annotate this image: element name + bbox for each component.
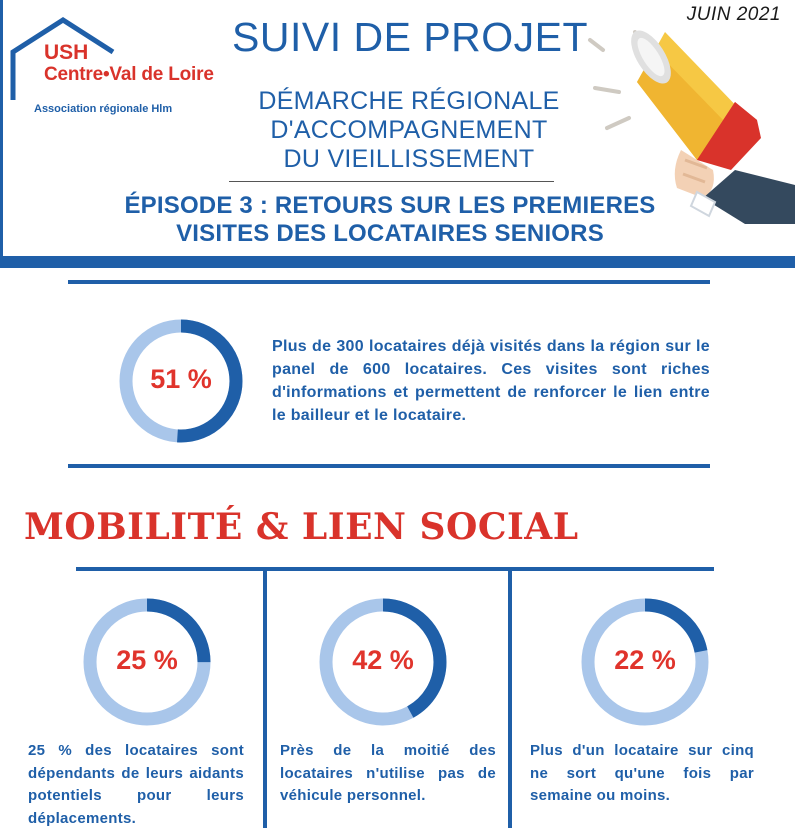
logo-ush: USH <box>44 41 89 64</box>
stat-value: 42 % <box>352 645 414 675</box>
page-title: SUIVI DE PROJET <box>232 14 589 60</box>
divider <box>68 280 710 284</box>
stat-value: 51 % <box>150 364 212 394</box>
report-date: JUIN 2021 <box>686 4 781 25</box>
divider <box>68 464 710 468</box>
subtitle-divider <box>229 181 554 182</box>
page-subtitle <box>234 87 584 174</box>
stat-text: 25 % des locataires sont dépendants de leurs aidants potentiels pour leurs déplacements. <box>28 742 244 827</box>
stat-value: 22 % <box>614 645 676 675</box>
subtitle-line: DU VIEILLISSEMENT <box>283 145 535 173</box>
episode-line: ÉPISODE 3 : RETOURS SUR LES PREMIERES <box>124 192 656 219</box>
stat-text: Plus d'un locataire sur cinq ne sort qu'une fois par semaine ou moins. <box>530 742 754 804</box>
page-edge-rule <box>0 0 3 258</box>
column-divider <box>263 571 267 828</box>
logo-tagline: Association régionale Hlm <box>34 103 173 115</box>
subtitle-line: D'ACCOMPAGNEMENT <box>270 116 548 144</box>
logo-region: Centre•Val de Loire <box>44 64 214 85</box>
stat-value: 25 % <box>116 645 178 675</box>
section-title: MOBILITÉ & LIEN SOCIAL <box>24 506 579 548</box>
subtitle-line: DÉMARCHE RÉGIONALE <box>258 87 560 115</box>
stat-text: Près de la moitié des locataires n'utilise pas de véhicule personnel. <box>280 742 496 804</box>
episode-line: VISITES DES LOCATAIRES SENIORS <box>176 220 604 247</box>
episode-heading <box>60 192 720 248</box>
column-divider <box>508 571 512 828</box>
intro-text: Plus de 300 locataires déjà visités dans la région sur le panel de 600 locataires. Ces visites sont riches d'informations et permettent de renforcer le lien entre le bailleur et le locataire. <box>272 338 710 424</box>
divider <box>76 567 714 571</box>
header-bar <box>0 256 795 268</box>
